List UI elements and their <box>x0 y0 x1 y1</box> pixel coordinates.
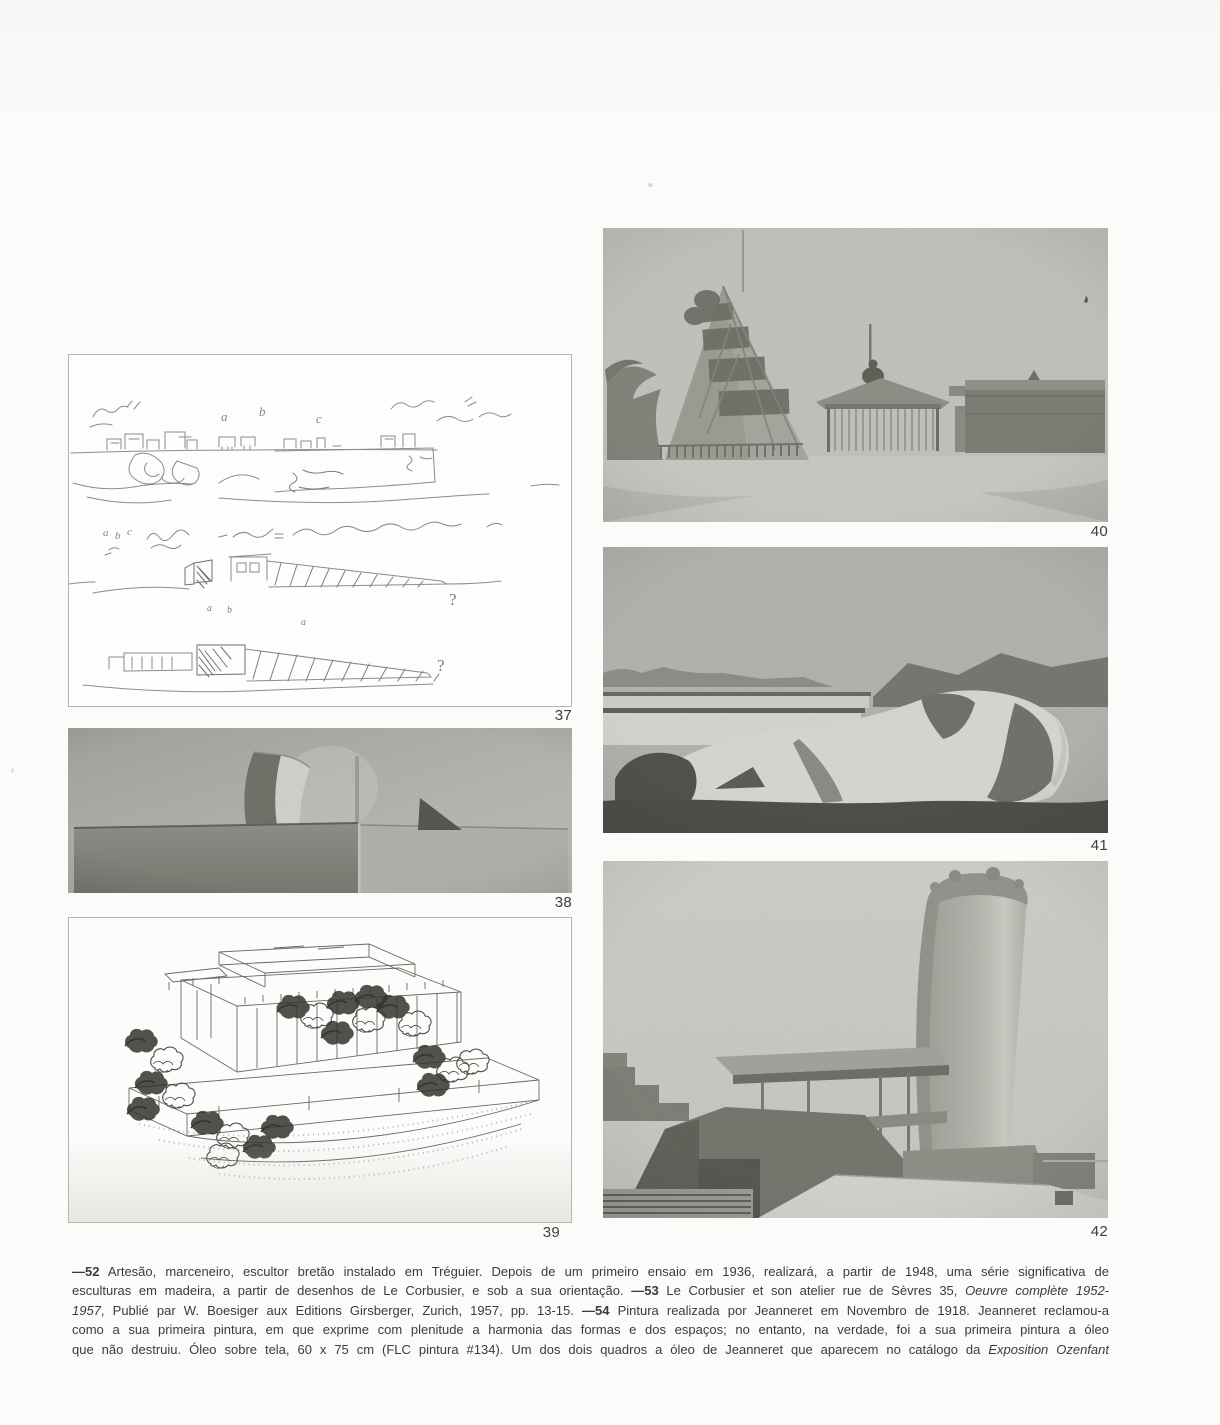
figure-39-artwork <box>68 917 572 1223</box>
caption-block <box>72 1262 1109 1359</box>
figure-38-number: 38 <box>554 894 572 911</box>
figure-42-number: 42 <box>1090 1223 1108 1240</box>
caption-line-3 <box>72 1301 1109 1320</box>
photo-canvas-38 <box>68 728 572 893</box>
caption-text: , Publié par W. Boesiger aux Editions Girsberger, Zurich, 1957, pp. 13-15. <box>100 1302 582 1318</box>
photo-canvas-42 <box>603 861 1108 1218</box>
question-mark: ? <box>437 656 445 675</box>
caption-line-2 <box>72 1281 1109 1300</box>
caption-text: que não destruiu. Óleo sobre tela, 60 x 75 cm (FLC pintura #134). Um dos dois quadros a óleo de Jeanneret que aparecem no catálogo da <box>72 1341 989 1357</box>
sketch-small-b: b <box>227 605 232 616</box>
caption-exhibition-title: Exposition Ozenfant <box>988 1341 1109 1357</box>
sketch-canvas-39 <box>69 918 571 1222</box>
sketch-letter-c: c <box>316 411 322 426</box>
caption-ref-54: —54 <box>581 1302 610 1318</box>
scan-speck <box>648 183 653 187</box>
question-mark: ? <box>449 590 457 609</box>
caption-text: Artesão, marceneiro, escultor bretão instalado em Tréguier. Depois de um primeiro ensaio em 1936, realizará, a partir de 1948, uma série significativa de <box>99 1264 1109 1279</box>
caption-text: Pintura realizada por Jeanneret em Novembro de 1918. Jeanneret reclamou-a <box>609 1302 1109 1318</box>
sketch-small-a: a <box>207 603 212 614</box>
figure-37-artwork <box>68 354 572 707</box>
photo-canvas-40 <box>603 228 1108 522</box>
caption-book-title: Oeuvre complète 1952- <box>965 1283 1109 1299</box>
sketch-small-a2: a <box>301 617 306 628</box>
caption-text: como a sua primeira pintura, em que exprime com plenitude a harmonia das formas e dos espaços; no entanto, na verdade, foi a sua primeira pintura a óleo <box>72 1322 1109 1338</box>
caption-ref-52: —52 <box>72 1264 100 1279</box>
figure-37-number: 37 <box>554 707 572 724</box>
sketch-note-b: b <box>115 530 121 542</box>
figure-41-number: 41 <box>1090 837 1108 854</box>
caption-line-5 <box>72 1340 1109 1359</box>
caption-text: esculturas em madeira, a partir de desenhos de Le Corbusier, e sob a sua orientação. <box>72 1283 632 1299</box>
caption-ref-53: —53 <box>631 1283 659 1299</box>
sketch-note-a: a <box>103 527 109 539</box>
sketch-letter-a: a <box>221 409 228 424</box>
figure-42-artwork <box>603 861 1108 1218</box>
caption-line-4 <box>72 1320 1109 1339</box>
sketch-note-c: c <box>127 526 132 538</box>
figure-40-number: 40 <box>1090 523 1108 540</box>
caption-line-1 <box>72 1262 1109 1281</box>
caption-text: Le Corbusier et son atelier rue de Sèvres 35, <box>658 1283 966 1299</box>
photo-canvas-41 <box>603 547 1108 833</box>
sketch-canvas-37 <box>69 355 571 706</box>
figure-41-artwork <box>603 547 1108 833</box>
figure-40-artwork <box>603 228 1108 522</box>
figure-39-number: 39 <box>542 1224 560 1241</box>
caption-book-title: 1957 <box>72 1302 101 1318</box>
sketch-letter-b: b <box>259 404 266 419</box>
figure-38-artwork <box>68 728 572 893</box>
scan-speck <box>11 768 14 773</box>
